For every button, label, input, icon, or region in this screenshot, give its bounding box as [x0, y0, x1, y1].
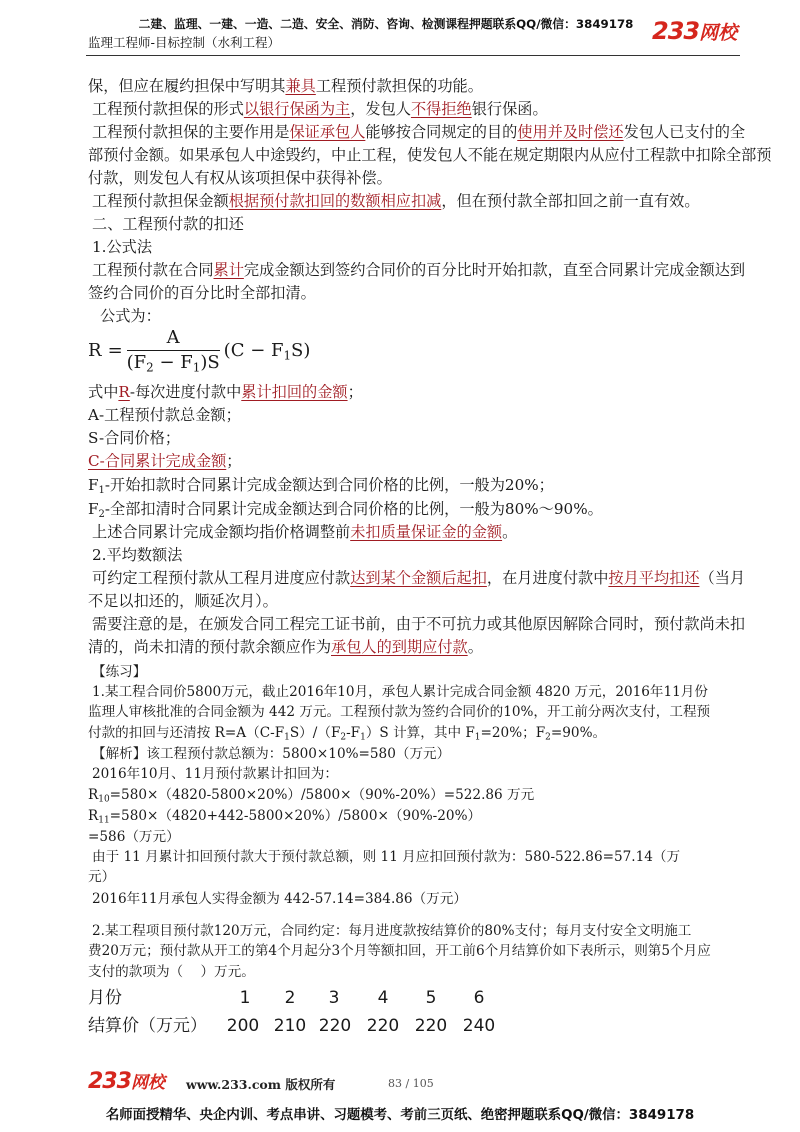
text-run: 2016年11月承包人实得金额为 442-57.14=384.86（万元）: [92, 891, 467, 907]
deduction-formula: [88, 327, 310, 373]
formula-denominator: [127, 351, 220, 373]
subscript: 2: [340, 732, 347, 743]
table-cell-month: 4: [377, 988, 389, 1008]
text-run: -F: [346, 725, 361, 741]
text-run: 清的，尚未扣清的预付款余额应作为: [88, 638, 331, 656]
body-text-line: [92, 97, 548, 121]
subscript: 2: [98, 508, 105, 520]
emphasis-text: C-合同累计完成金额: [88, 452, 227, 470]
body-text-line: [88, 143, 771, 167]
text-run: -全部扣清时合同累计完成金额达到合同价格的比例，一般为80%～90%。: [104, 500, 603, 518]
subsection-heading: [92, 235, 152, 259]
brand-logo: [652, 19, 737, 43]
text-run: =580×（4820+442-5800×20%）/5800×（90%-20%）: [109, 808, 482, 824]
table-cell-price: 220: [366, 1016, 400, 1036]
subscript: 2: [545, 732, 551, 743]
table-cell-price: 220: [414, 1016, 448, 1036]
text-run: )S: [200, 351, 220, 373]
table-cell-month: 2: [284, 988, 296, 1008]
text-run: ）S 计算，其中 F: [365, 725, 475, 741]
subscript: 1: [284, 732, 290, 743]
text-run: (C − F: [223, 339, 284, 361]
emphasis-text: 保证承包人: [289, 123, 366, 141]
emphasis-text: 未扣质量保证金的金额: [350, 523, 503, 541]
body-text-line: [92, 258, 745, 282]
text-run: =586（万元）: [88, 829, 180, 845]
table-row-label-price: 结算价（万元）: [88, 1016, 207, 1036]
footer-promo-line: 名师面授精华、央企内训、考点串讲、习题模考、考前三页纸、绝密押题联系QQ/微信：3849178: [105, 1108, 695, 1123]
solution-line: [92, 744, 450, 764]
subscript: 1: [360, 732, 366, 743]
text-run: 支付的款项为（ ）万元。: [88, 964, 255, 980]
subscript: 1: [98, 484, 105, 496]
text-run: 二、工程预付款的扣还: [92, 215, 244, 233]
solution-line: [88, 806, 481, 826]
variable-definition: [88, 449, 241, 473]
text-run: 费20万元；预付款从开工的第4个月起分3个月等额扣回，开工前6个月结算价如下表所示，则第5个月应: [88, 943, 711, 959]
text-run: ；: [347, 383, 363, 401]
text-run: A-工程预付款总金额；: [88, 406, 241, 424]
subscript: 2: [146, 359, 154, 374]
table-cell-price: 210: [273, 1016, 307, 1036]
solution-line: [88, 785, 534, 805]
subsection-heading: [92, 543, 182, 567]
text-run: 。: [467, 638, 483, 656]
text-run: 完成金额达到签约合同价的百分比时开始扣款，直至合同累计完成金额达到: [243, 261, 746, 279]
emphasis-text: 不得拒绝: [410, 100, 472, 118]
text-run: 需要注意的是，在颁发合同工程完工证书前，由于不可抗力或其他原因解除合同时，预付款尚未扣: [92, 615, 746, 633]
text-run: 部预付金额。如果承包人中途毁约，中止工程，使发包人不能在规定期限内从应付工程款中扣除全部预: [88, 146, 772, 164]
text-run: F: [88, 500, 99, 518]
text-run: 可约定工程预付款从工程月进度应付款: [92, 569, 351, 587]
emphasis-text: 兼具: [285, 77, 316, 95]
emphasis-text: 根据预付款扣回的数额相应扣减: [228, 192, 442, 210]
table-cell-price: 240: [462, 1016, 496, 1036]
body-text-line: [92, 612, 745, 636]
text-run: ，发包人: [350, 100, 411, 118]
text-run: 保，但应在履约担保中写明其: [88, 77, 286, 95]
text-run: − F: [153, 351, 193, 373]
text-run: 不足以扣还的，顺延次月）。: [88, 592, 278, 610]
text-run: 银行保函。: [471, 100, 548, 118]
formula-lhs: R: [88, 339, 102, 361]
section-heading: [92, 212, 244, 236]
footer-brand-logo: [88, 1071, 165, 1093]
text-run: =580×（4820-5800×20%）/5800×（90%-20%）=522.86 万元: [109, 787, 535, 803]
solution-line: [92, 847, 680, 867]
formula-factor: [224, 340, 311, 361]
document-subtitle: 监理工程师-目标控制（水利工程）: [88, 35, 281, 50]
text-run: R: [88, 808, 99, 824]
exercise-line: [88, 962, 255, 982]
exercise-line: [88, 723, 606, 743]
text-run: (F: [126, 351, 147, 373]
variable-definition: [88, 473, 554, 497]
variable-definition: [88, 403, 241, 427]
logo-word: 网校: [699, 22, 738, 44]
text-run: 1.公式法: [92, 238, 153, 256]
subscript: 10: [98, 794, 110, 805]
emphasis-text: 承包人的到期应付款: [331, 638, 468, 656]
exercise-line: [88, 941, 711, 961]
body-text-line: [88, 589, 278, 613]
emphasis-text: R: [118, 383, 130, 401]
text-run: 由于 11 月累计扣回预付款大于预付款总额，则 11 月应扣回预付款为：580-522.86=57.14（万: [92, 849, 681, 865]
variable-definition: [88, 426, 180, 450]
subscript: 1: [192, 359, 201, 374]
formula-fraction: [127, 328, 220, 373]
text-run: 上述合同累计完成金额均指价格调整前: [92, 523, 351, 541]
body-text-line: [88, 74, 483, 98]
table-cell-month: 3: [328, 988, 340, 1008]
text-run: 【练习】: [92, 664, 147, 680]
text-run: S-合同价格；: [88, 429, 181, 447]
body-text-line: [88, 166, 392, 190]
text-run: 工程预付款担保的形式: [92, 100, 244, 118]
text-run: 2.平均数额法: [92, 546, 183, 564]
body-text-line: [92, 189, 700, 213]
formula-numerator: A: [127, 328, 220, 351]
text-run: -每次进度付款中: [129, 383, 242, 401]
text-run: 1.某工程合同价5800万元，截止2016年10月，承包人累计完成合同金额 4820 万元，2016年11月份: [92, 684, 708, 700]
text-run: 。: [502, 523, 518, 541]
text-run: -开始扣款时合同累计完成金额达到合同价格的比例，一般为20%；: [104, 476, 554, 494]
text-run: R: [88, 787, 99, 803]
subscript: 11: [98, 815, 110, 826]
body-text-line: [92, 566, 745, 590]
text-run: ，在月进度付款中: [486, 569, 609, 587]
text-run: 工程预付款在合同: [92, 261, 214, 279]
exercise-label: [92, 662, 146, 682]
table-cell-month: 1: [239, 988, 251, 1008]
emphasis-text: 以银行保函为主: [243, 100, 351, 118]
body-text-line: [92, 120, 745, 144]
formula-intro: [100, 304, 161, 328]
page-number: 83 / 105: [388, 1077, 434, 1090]
logo-number: 233: [88, 1069, 131, 1094]
emphasis-text: 累计: [213, 261, 244, 279]
text-run: 工程预付款担保的功能。: [315, 77, 483, 95]
body-text-line: [88, 635, 483, 659]
text-run: 付款，则发包人有权从该项担保中获得补偿。: [88, 169, 392, 187]
text-run: 工程预付款担保的主要作用是: [92, 123, 290, 141]
text-run: =90%。: [550, 725, 607, 741]
text-run: 2016年10月、11月预付款累计扣回为：: [92, 766, 338, 782]
solution-line: [92, 764, 338, 784]
text-run: S): [291, 339, 311, 361]
subscript: 1: [474, 732, 481, 743]
text-run: 监理人审核批准的合同金额为 442 万元。工程预付款为签约合同价的10%，开工前分两次支付，工程预: [88, 704, 711, 720]
variable-definition: [88, 497, 603, 521]
emphasis-text: 按月平均扣还: [608, 569, 700, 587]
text-run: 付款的扣回与还清按 R=A（C-F: [88, 725, 285, 741]
body-text-line: [88, 281, 316, 305]
solution-line: [92, 889, 467, 909]
text-run: F: [88, 476, 99, 494]
table-row-label-month: 月份: [88, 988, 122, 1008]
exercise-line: [92, 921, 691, 941]
text-run: 公式为：: [100, 307, 161, 325]
exercise-line: [92, 682, 708, 702]
text-run: 工程预付款担保金额: [92, 192, 229, 210]
text-run: 【解析】该工程预付款总额为：5800×10%=580（万元）: [92, 746, 451, 762]
subscript: 1: [283, 347, 292, 362]
solution-line: [88, 827, 180, 847]
text-run: 式中: [88, 383, 119, 401]
header-divider: [86, 55, 740, 56]
solution-line: [88, 867, 115, 887]
text-run: ，但在预付款全部扣回之前一直有效。: [441, 192, 700, 210]
body-text-line: [92, 520, 517, 544]
text-run: 发包人已支付的全: [623, 123, 746, 141]
header-contact-line: 二建、监理、一建、一造、二造、安全、消防、咨询、检测课程押题联系QQ/微信：3849178: [138, 17, 634, 31]
variable-definition: [88, 380, 363, 404]
text-run: 签约合同价的百分比时全部扣清。: [88, 284, 316, 302]
text-run: 元）: [88, 869, 116, 885]
logo-word: 网校: [130, 1073, 165, 1093]
text-run: （当月: [699, 569, 746, 587]
table-cell-price: 200: [226, 1016, 260, 1036]
exercise-line: [88, 702, 710, 722]
emphasis-text: 累计扣回的金额: [241, 383, 348, 401]
text-run: 2.某工程项目预付款120万元，合同约定：每月进度款按结算价的80%支付；每月支付安全文明施工: [92, 923, 692, 939]
text-run: S）/（F: [289, 725, 341, 741]
text-run: 能够按合同规定的目的: [365, 123, 518, 141]
table-cell-month: 6: [473, 988, 485, 1008]
text-run: =20%；F: [480, 725, 546, 741]
emphasis-text: 使用并及时偿还: [517, 123, 624, 141]
table-cell-month: 5: [425, 988, 437, 1008]
table-cell-price: 220: [318, 1016, 352, 1036]
footer-copyright: www.233.com 版权所有: [186, 1077, 336, 1092]
formula-equals: =: [107, 339, 123, 361]
text-run: ；: [226, 452, 242, 470]
emphasis-text: 达到某个金额后起扣: [350, 569, 487, 587]
logo-number: 233: [652, 17, 700, 45]
